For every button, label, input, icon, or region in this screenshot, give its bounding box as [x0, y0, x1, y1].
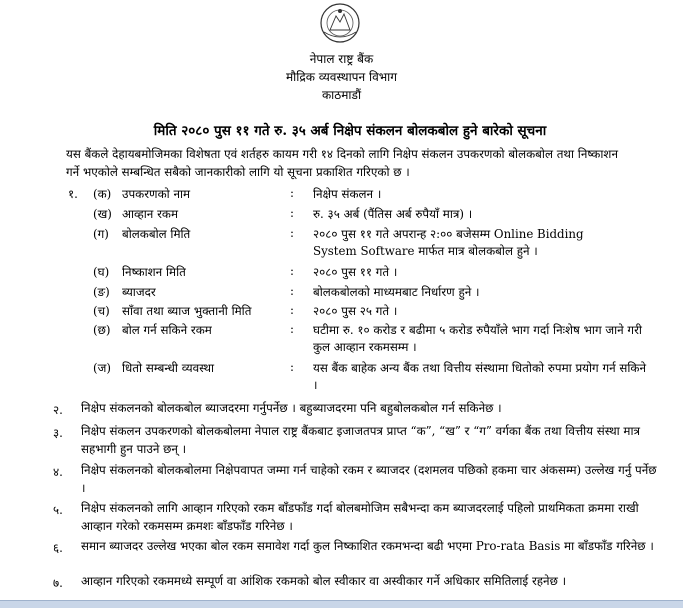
detail-value: यस बैंक बाहेक अन्य बैंक तथा वित्तीय संस्थामा धितोको रुपमा प्रयोग गर्न सकिने । [313, 361, 647, 392]
detail-key: (घ) [93, 265, 110, 279]
department-name: मौद्रिक व्यवस्थापन विभाग [285, 70, 398, 84]
item-number: १. [68, 187, 78, 201]
list-item: समान ब्याजदर उल्लेख भएका बोल रकम समावेश गर्दा कुल निष्काशित रकमभन्दा बढी भएमा Pro-rata Basis मा बाँडफाँड गरिनेछ । [81, 539, 654, 553]
detail-value: २०८० पुस ११ गते अपरान्ह २:०० बजेसम्म Online Bidding System Software मार्फत मात्र बोलकबोल हुने । [313, 227, 584, 258]
detail-label: उपकरणको नाम [122, 187, 191, 201]
detail-label: ब्याजदर [122, 285, 156, 299]
detail-colon: : [290, 186, 294, 200]
detail-key: (छ) [93, 323, 111, 337]
item-number: ४. [53, 465, 63, 479]
detail-colon: : [290, 226, 294, 240]
detail-value: २०८० पुस २५ गते । [313, 304, 398, 318]
bank-emblem-icon [318, 2, 362, 44]
location: काठमाडौं [321, 88, 362, 102]
detail-key: (ङ) [93, 285, 110, 299]
detail-value: रु. ३५ अर्ब (पैंतिस अर्ब रुपैयाँ मात्र) । [313, 207, 473, 221]
detail-key: (क) [93, 187, 112, 201]
list-item: निक्षेप संकलन उपकरणको बोलकबोलमा नेपाल राष्ट्र बैंकबाट इजाजतपत्र प्राप्त “क”, “ख” र “ग” वर्गका बैंक तथा वित्तीय संस्था मात्र सहभागी हुन पाउने छन् । [81, 424, 641, 456]
detail-key: (ग) [93, 227, 109, 241]
detail-key: (ज) [93, 361, 111, 375]
detail-colon: : [290, 303, 294, 317]
item-number: २. [53, 403, 63, 417]
item-number: ३. [53, 426, 63, 440]
detail-label: बोलकबोल मिति [122, 227, 191, 241]
detail-value: घटीमा रु. १० करोड र बढीमा ५ करोड रुपैयाँले भाग गर्दा निःशेष भाग जाने गरी कुल आव्हान रकमसम्म । [313, 323, 642, 354]
item-number: ६. [53, 541, 63, 555]
list-item: निक्षेप संकलनको लागि आव्हान गरिएको रकम बाँडफाँड गर्दा बोलबमोजिम सबैभन्दा कम ब्याजदरलाई पहिलो प्राथमिकता क्रममा राखी आव्हान गरेको रकमसम्म क्रमशः बाँडफाँड गरिनेछ । [81, 501, 639, 533]
detail-value: बोलकबोलको माध्यमबाट निर्धारण हुने । [313, 285, 480, 299]
detail-colon: : [290, 284, 294, 298]
detail-key: (च) [93, 304, 110, 318]
detail-colon: : [290, 360, 294, 374]
detail-colon: : [290, 322, 294, 336]
detail-label: आव्हान रकम [122, 207, 179, 221]
detail-colon: : [290, 264, 294, 278]
item-number: ५. [53, 503, 63, 517]
detail-value: २०८० पुस ११ गते । [313, 265, 398, 279]
detail-key: (ख) [93, 207, 112, 221]
detail-label: साँवा तथा ब्याज भुक्तानी मिति [122, 304, 252, 318]
detail-label: धितो सम्बन्धी व्यवस्था [122, 361, 215, 375]
detail-label: बोल गर्न सकिने रकम [122, 323, 212, 337]
bank-name: नेपाल राष्ट्र बैंक [309, 52, 374, 66]
intro-paragraph: यस बैंकले देहायबमोजिमका विशेषता एवं शर्तहरु कायम गरी १४ दिनको लागि निक्षेप संकलन उपकरणको बोलकबोल तथा निष्काशन गर्ने भएकोले सम्बन्धित सबैको जानकारीको लागि यो सूचना प्रकाशित गरिएको छ । [66, 147, 618, 179]
notice-title: मिति २०८० पुस ११ गते रु. ३५ अर्ब निक्षेप संकलन बोलकबोल हुने बारेको सूचना [153, 123, 547, 139]
list-item: निक्षेप संकलनको बोलकबोल ब्याजदरमा गर्नुपर्नेछ । बहुब्याजदरमा पनि बहुबोलकबोल गर्न सकिनेछ । [81, 401, 502, 415]
detail-value: निक्षेप संकलन । [313, 187, 382, 201]
list-item: आव्हान गरिएको रकममध्ये सम्पूर्ण वा आंशिक रकमको बोल स्वीकार वा अस्वीकार गर्ने अधिकार समितिलाई रहनेछ । [81, 574, 567, 588]
item-number: ७. [53, 576, 63, 590]
detail-label: निष्काशन मिति [122, 265, 186, 279]
list-item: निक्षेप संकलनको बोलकबोलमा निक्षेपवापत जम्मा गर्न चाहेको रकम र ब्याजदर (दशमलव पछिको हकमा चार अंकसम्म) उल्लेख गर्नु पर्नेछ । [81, 463, 657, 495]
detail-colon: : [290, 206, 294, 220]
